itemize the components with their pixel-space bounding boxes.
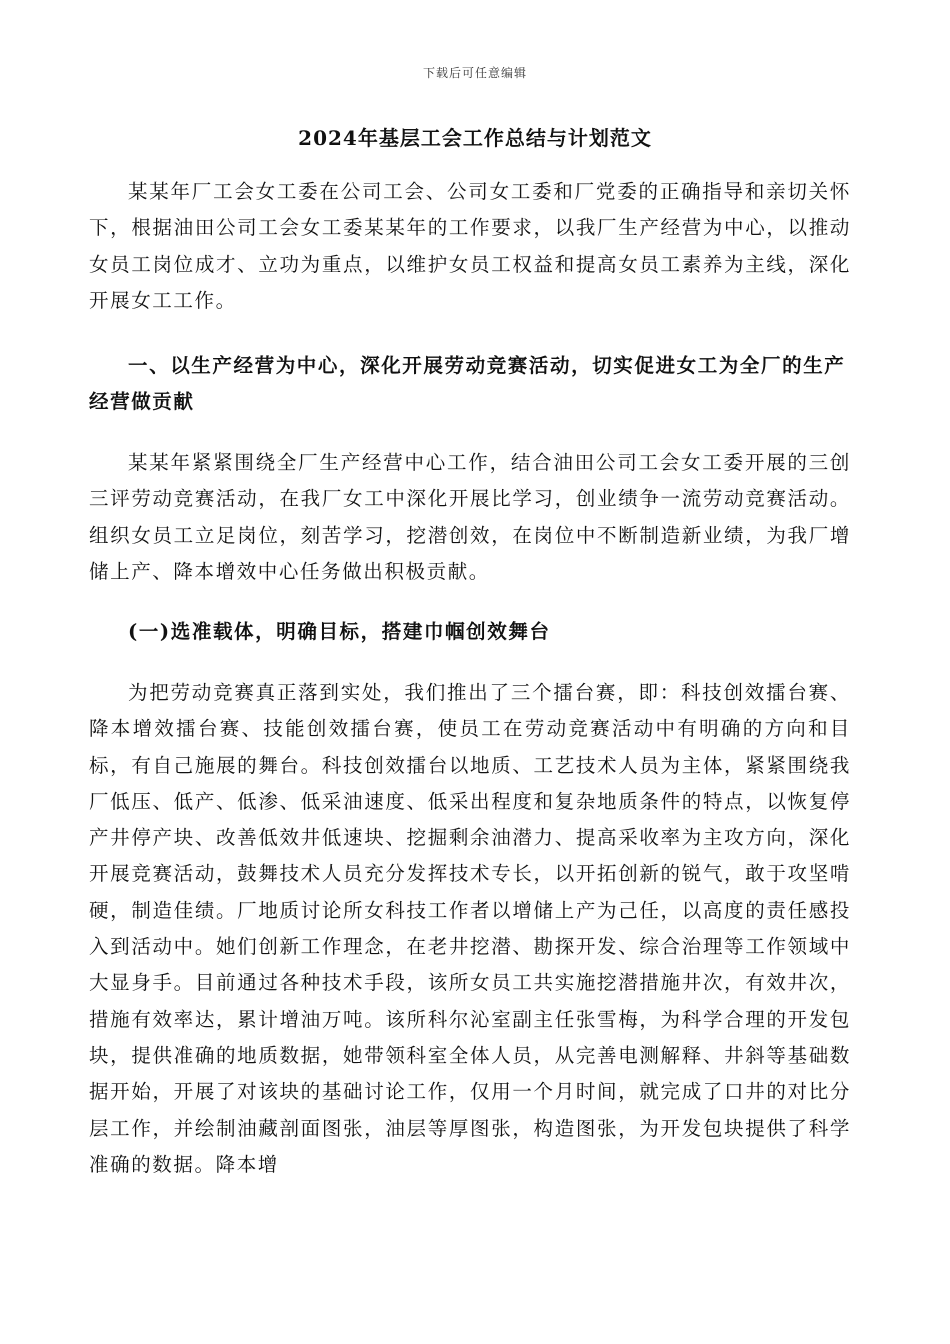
intro-paragraph: 某某年厂工会女工委在公司工会、公司女工委和厂党委的正确指导和亲切关怀下，根据油田公司工会女工委某某年的工作要求，以我厂生产经营为中心，以推动女员工岗位成才、立功为重点，以维护女员工权益和提高女员工素养为主线，深化开展女工工作。	[89, 180, 851, 312]
header-note: 下载后可任意编辑	[422, 66, 527, 80]
document-title: 2024年基层工会工作总结与计划范文	[298, 126, 652, 150]
subsection-paragraph: 为把劳动竞赛真正落到实处，我们推出了三个擂台赛，即：科技创效擂台赛、降本增效擂台赛、技能创效擂台赛，使员工在劳动竞赛活动中有明确的方向和目标，有自己施展的舞台。科技创效擂台以地质、工艺技术人员为主体，紧紧围绕我厂低压、低产、低渗、低采油速度、低采出程度和复杂地质条件的特点，以恢复停产井停产块、改善低效井低速块、挖掘剩余油潜力、提高采收率为主攻方向，深化开展竞赛活动，鼓舞技术人员充分发挥技术专长，以开拓创新的锐气，敢于攻坚啃硬，制造佳绩。厂地质讨论所女科技工作者以增储上产为己任，以高度的责任感投入到活动中。她们创新工作理念，在老井挖潜、勘探开发、综合治理等工作领域中大显身手。目前通过各种技术手段，该所女员工共实施挖潜措施井次，有效井次，措施有效率达，累计增油万吨。该所科尔沁室副主任张雪梅，为科学合理的开发包块，提供准确的地质数据，她带领科室全体人员，从完善电测解释、井斜等基础数据开始，开展了对该块的基础讨论工作，仅用一个月时间，就完成了口井的对比分层工作，并绘制油藏剖面图张，油层等厚图张，构造图张，为开发包块提供了科学准确的数据。降本增	[89, 681, 851, 1176]
subsection-heading: (一)选准载体，明确目标，搭建巾帼创效舞台	[128, 620, 551, 643]
section-heading: 一、以生产经营为中心，深化开展劳动竞赛活动，切实促进女工为全厂的生产经营做贡献	[89, 354, 846, 414]
section-paragraph: 某某年紧紧围绕全厂生产经营中心工作，结合油田公司工会女工委开展的三创三评劳动竞赛活动，在我厂女工中深化开展比学习，创业绩争一流劳动竞赛活动。组织女员工立足岗位，刻苦学习，挖潜创效，在岗位中不断制造新业绩，为我厂增储上产、降本增效中心任务做出积极贡献。	[89, 451, 851, 583]
